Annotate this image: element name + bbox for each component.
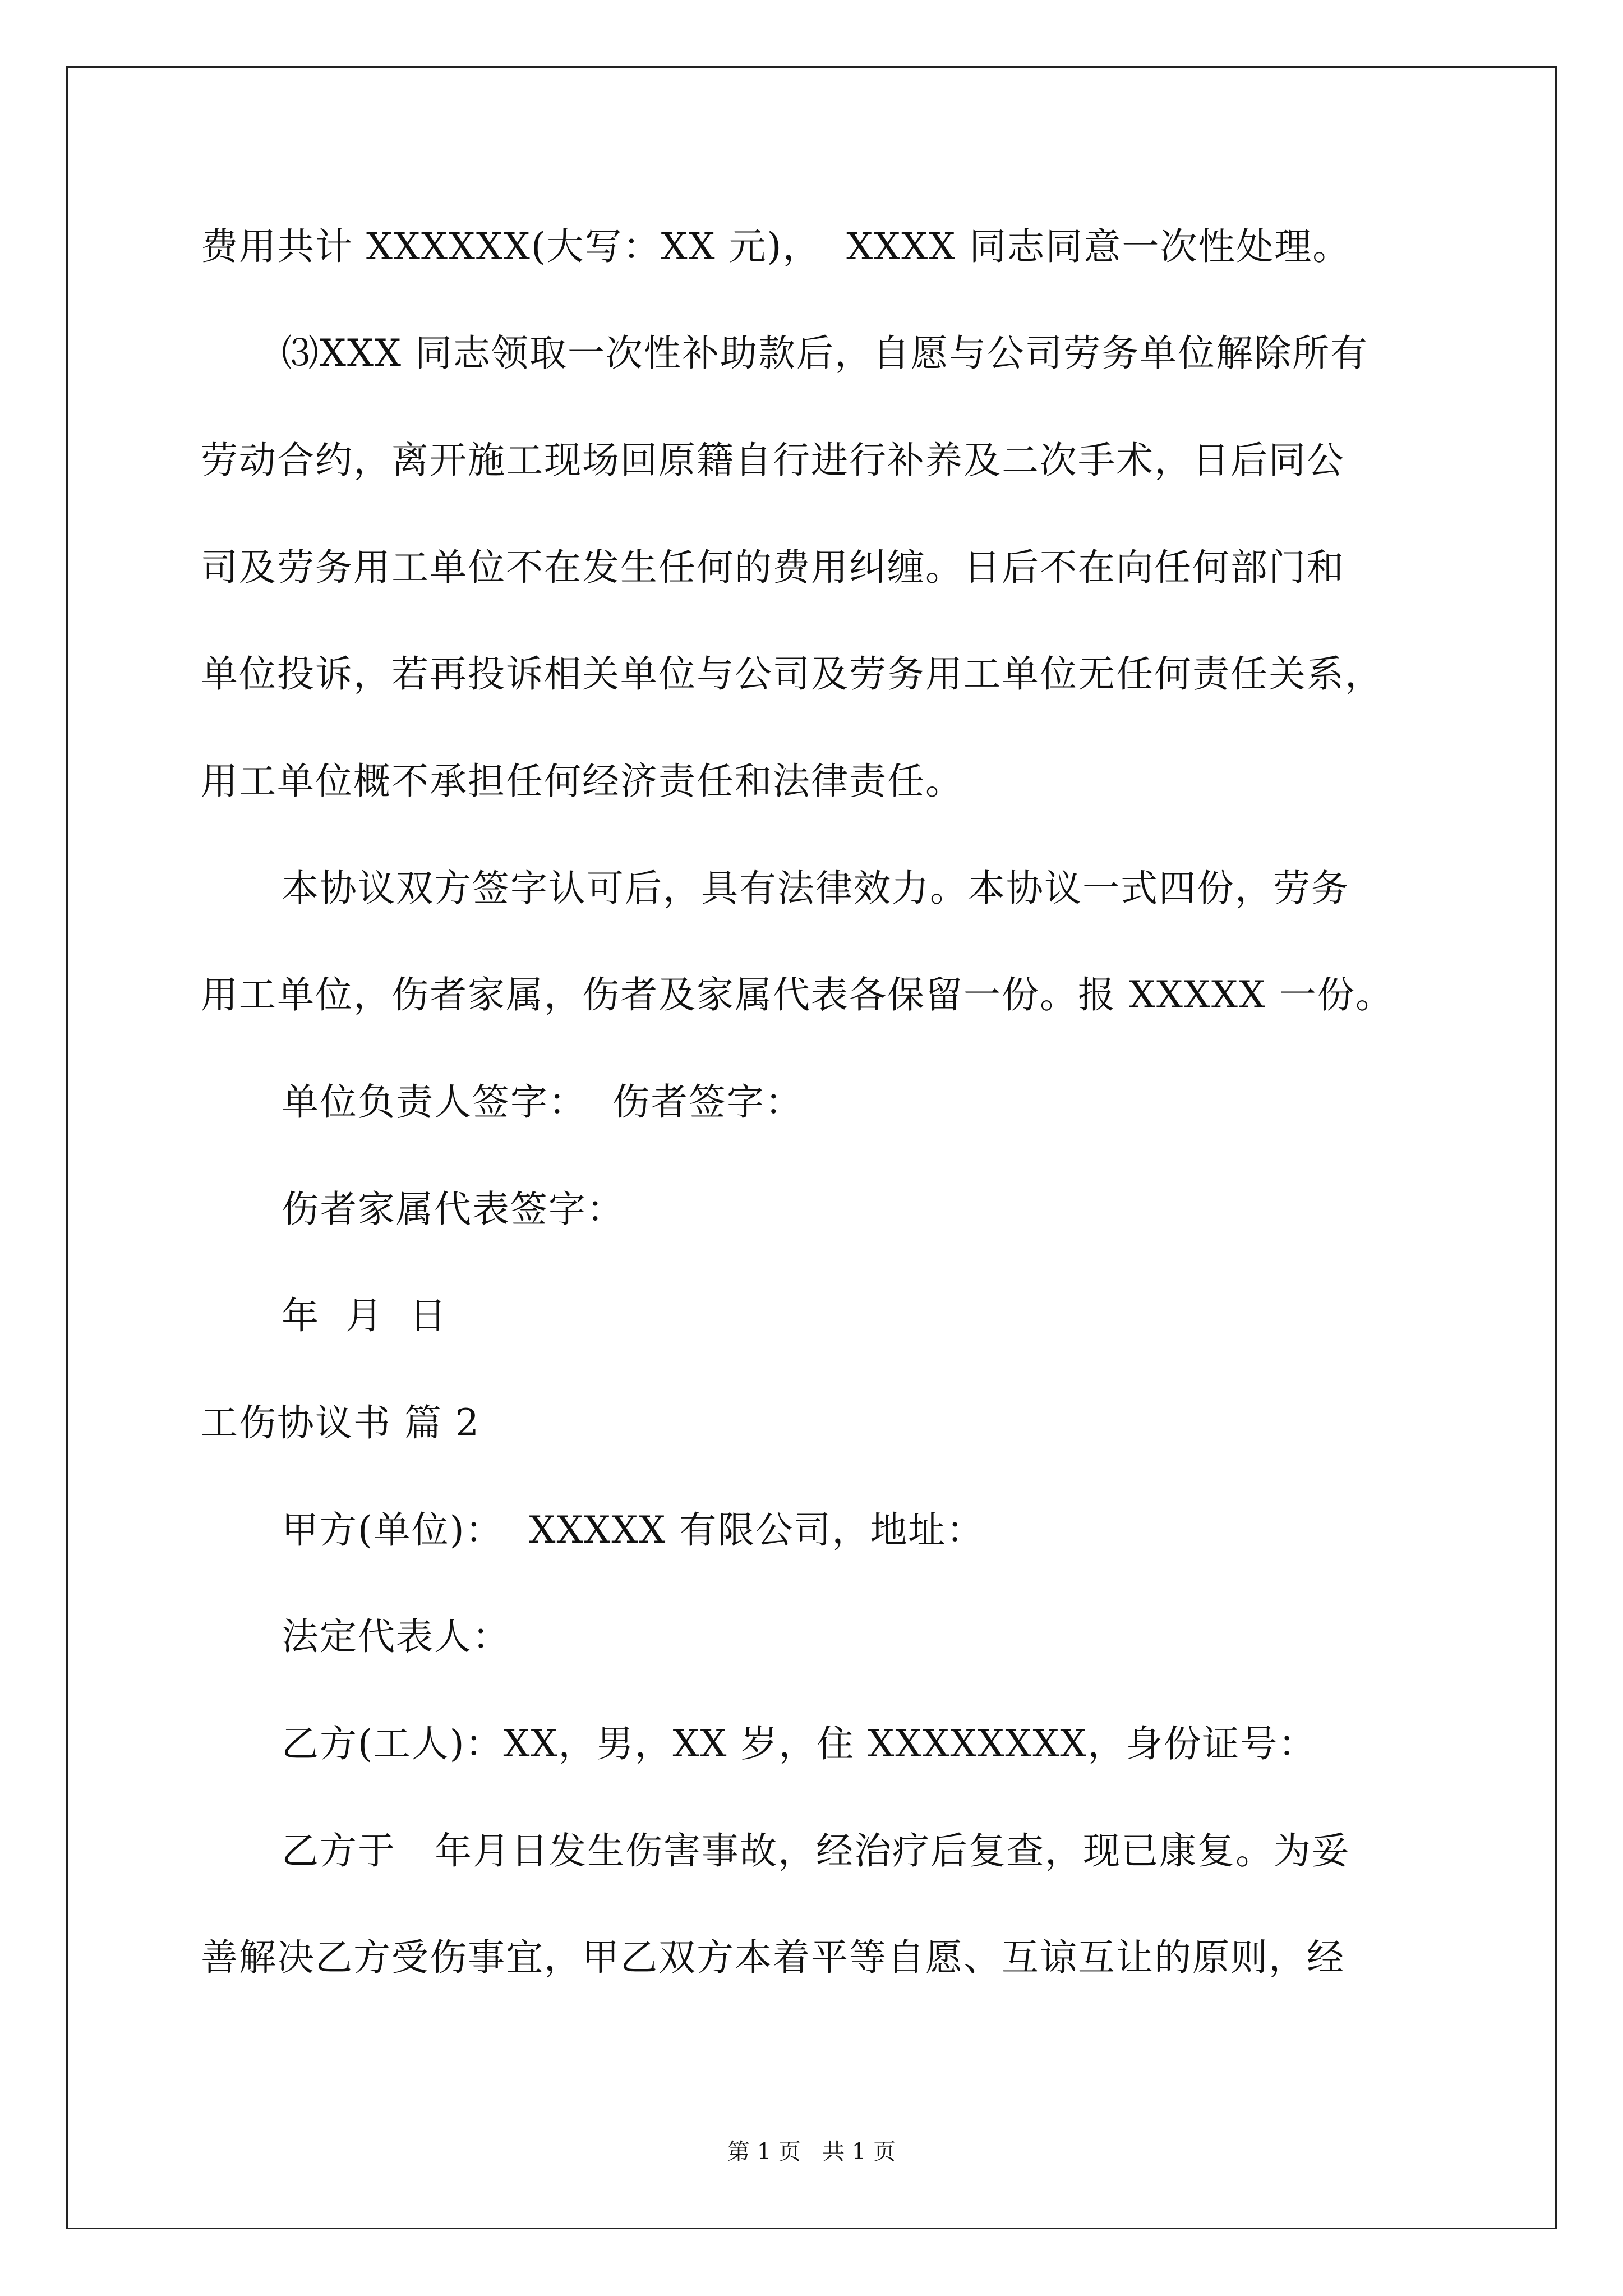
- text-line: 用工单位概不承担任何经济责任和法律责任。: [201, 760, 963, 803]
- section-heading: 工伤协议书 篇 2: [201, 1401, 480, 1444]
- text-line: 费用共计 XXXXXX(大写：XX 元)， XXXX 同志同意一次性处理。: [201, 225, 1351, 268]
- text-line: 善解决乙方受伤事宜，甲乙双方本着平等自愿、互谅互让的原则，经: [201, 1936, 1345, 1979]
- page-border: [66, 66, 1557, 2229]
- text-line: 甲方(单位)： XXXXX 有限公司，地址：: [282, 1508, 985, 1552]
- text-line: 用工单位，伤者家属，伤者及家属代表各保留一份。报 XXXXX 一份。: [201, 973, 1394, 1016]
- page-footer: 第 1 页 共 1 页: [727, 2139, 896, 2165]
- text-line: 单位投诉，若再投诉相关单位与公司及劳务用工单位无任何责任关系，: [201, 652, 1383, 696]
- text-line: 本协议双方签字认可后，具有法律效力。本协议一式四份，劳务: [282, 867, 1349, 910]
- text-line: 劳动合约，离开施工现场回原籍自行进行补养及二次手术，日后同公: [201, 439, 1345, 482]
- signature-line: 伤者家属代表签字：: [282, 1188, 625, 1231]
- text-line: 乙方于 年月日发生伤害事故，经治疗后复查，现已康复。为妥: [282, 1829, 1350, 1872]
- text-line: 乙方(工人)：XX，男，XX 岁，住 XXXXXXXX，身份证号：: [282, 1722, 1317, 1765]
- signature-line: 单位负责人签字： 伤者签字：: [282, 1080, 803, 1124]
- text-line: ⑶XXX 同志领取一次性补助款后，自愿与公司劳务单位解除所有: [282, 332, 1368, 375]
- text-line: 法定代表人：: [282, 1615, 510, 1658]
- text-line: 司及劳务用工单位不在发生任何的费用纠缠。日后不在向任何部门和: [201, 546, 1345, 589]
- date-line: 年 月 日: [282, 1294, 448, 1337]
